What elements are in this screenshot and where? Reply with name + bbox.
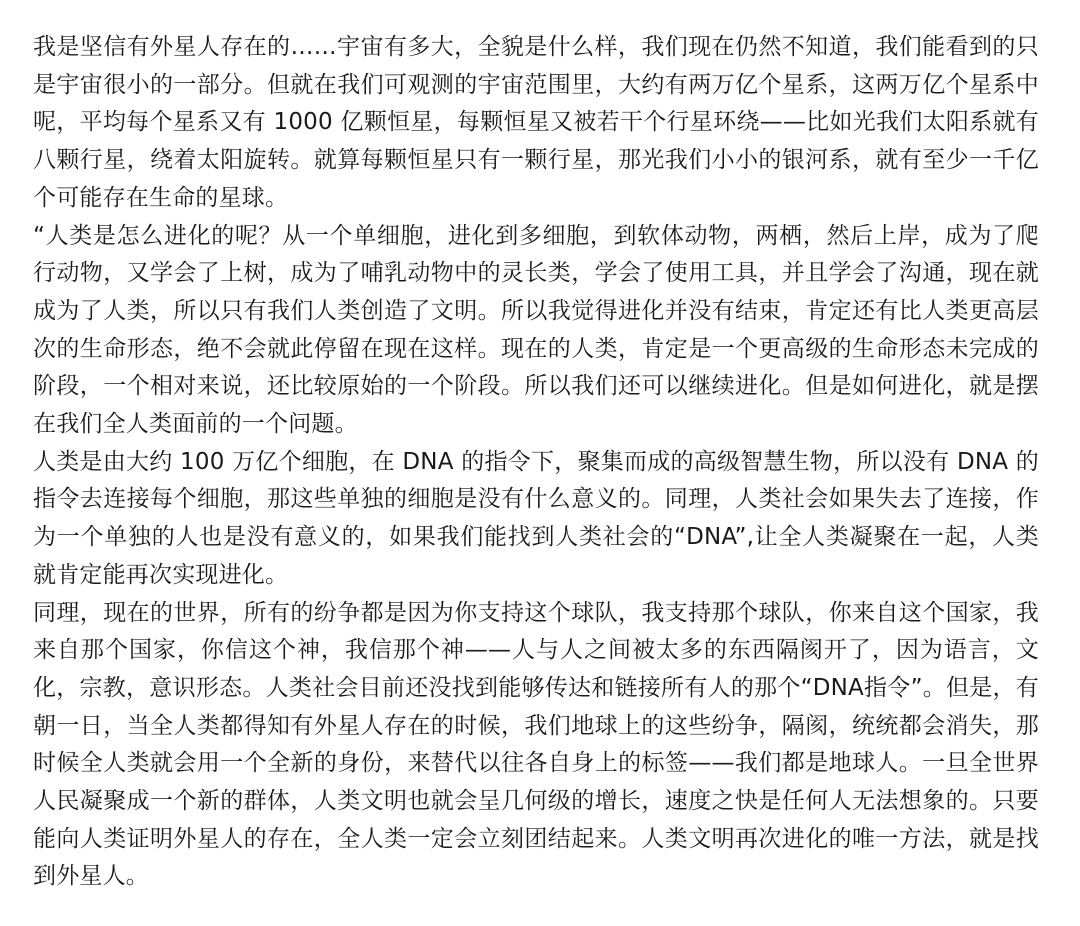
paragraph-2: “人类是怎么进化的呢？从一个单细胞，进化到多细胞，到软体动物，两栖，然后上岸，成为了爬行动物，又学会了上树，成为了哺乳动物中的灵长类，学会了使用工具，并且学会了沟通，现在就成为了人类，所以只有我们人类创造了文明。所以我觉得进化并没有结束，肯定还有比人类更高层次的生命形态，绝不会就此停留在现在这样。现在的人类，肯定是一个更高级的生命形态未完成的阶段，一个相对来说，还比较原始的一个阶段。所以我们还可以继续进化。但是如何进化，就是摆在我们全人类面前的一个问题。 [33, 222, 1039, 438]
paragraph-1: 我是坚信有外星人存在的……宇宙有多大，全貌是什么样，我们现在仍然不知道，我们能看到的只是宇宙很小的一部分。但就在我们可观测的宇宙范围里，大约有两万亿个星系，这两万亿个星系中呢，平均每个星系又有 1000 亿颗恒星，每颗恒星又被若干个行星环绕——比如光我们太阳系就有八颗行星，绕着太阳旋转。就算每颗恒星只有一颗行星，那光我们小小的银河系，就有至少一千亿个可能存在生命的星球。 [33, 34, 1039, 211]
paragraph-4: 同理，现在的世界，所有的纷争都是因为你支持这个球队，我支持那个球队，你来自这个国家，我来自那个国家，你信这个神，我信那个神——人与人之间被太多的东西隔阂开了，因为语言，文化，宗教，意识形态。人类社会目前还没找到能够传达和链接所有人的那个“DNA指令”。但是，有朝一日，当全人类都得知有外星人存在的时候，我们地球上的这些纷争，隔阂，统统都会消失，那时候全人类就会用一个全新的身份，来替代以往各自身上的标签——我们都是地球人。一旦全世界人民凝聚成一个新的群体，人类文明也就会呈几何级的增长，速度之快是任何人无法想象的。只要能向人类证明外星人的存在，全人类一定会立刻团结起来。人类文明再次进化的唯一方法，就是找到外星人。 [33, 599, 1039, 890]
paragraph-3: 人类是由大约 100 万亿个细胞，在 DNA 的指令下，聚集而成的高级智慧生物，所以没有 DNA 的指令去连接每个细胞，那这些单独的细胞是没有什么意义的。同理，人类社会如果失去了连接，作为一个单独的人也是没有意义的，如果我们能找到人类社会的“DNA”,让全人类凝聚在一起，人类就肯定能再次实现进化。 [33, 448, 1039, 588]
article-body [33, 29, 1039, 896]
